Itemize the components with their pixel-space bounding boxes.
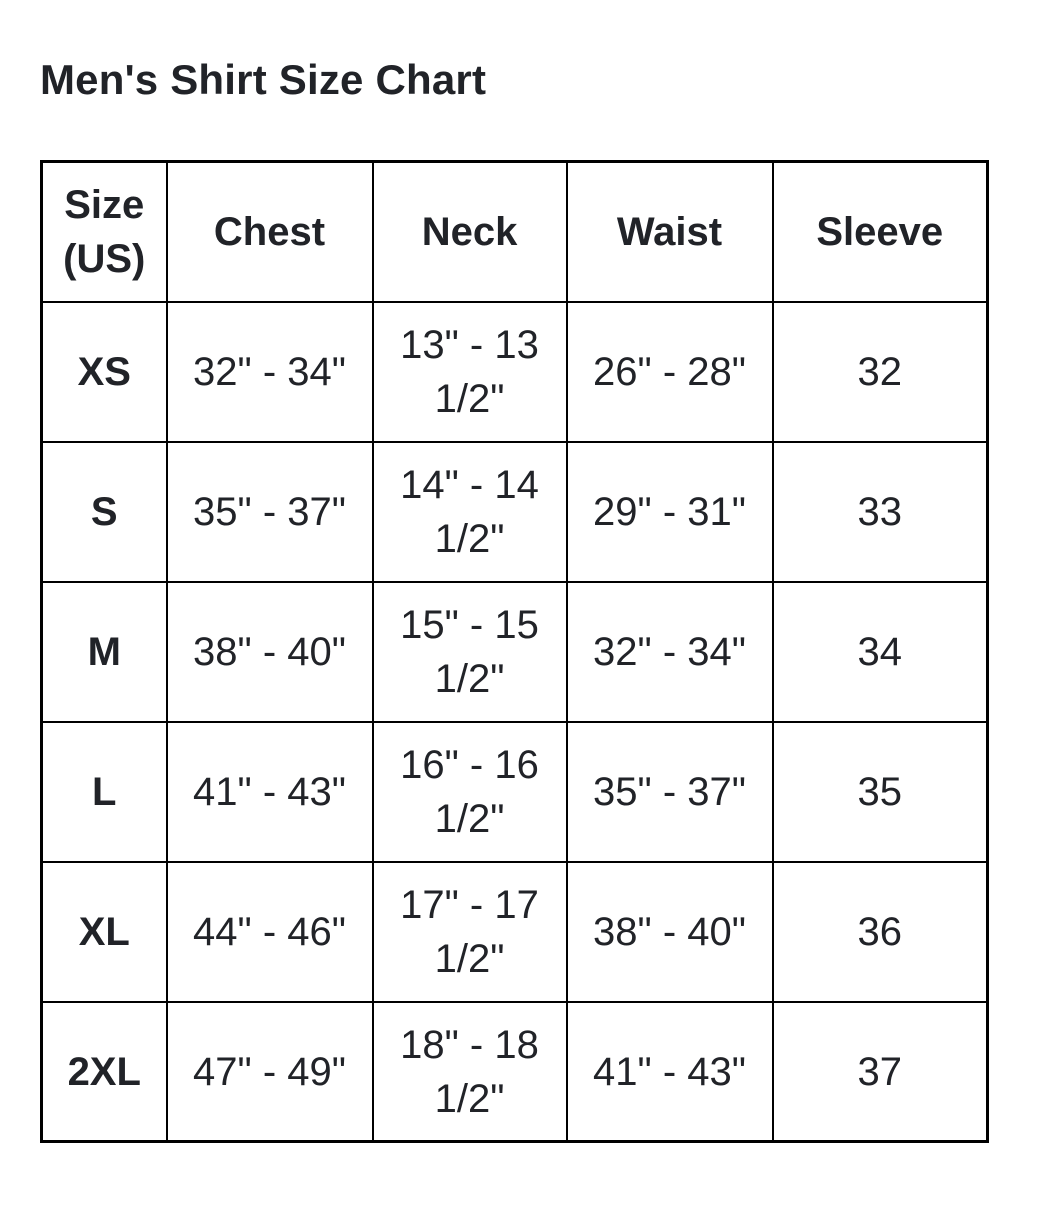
cell-sleeve: 36 <box>773 862 988 1002</box>
cell-chest: 44" - 46" <box>167 862 373 1002</box>
table-row-s <box>42 442 988 582</box>
cell-neck: 16" - 16 1/2" <box>373 722 567 862</box>
column-header-chest: Chest <box>167 162 373 302</box>
cell-neck: 13" - 13 1/2" <box>373 302 567 442</box>
table-row-m <box>42 582 988 722</box>
row-header-size: XS <box>42 302 167 442</box>
cell-waist: 29" - 31" <box>567 442 773 582</box>
table-row-2xl <box>42 1002 988 1142</box>
cell-sleeve: 32 <box>773 302 988 442</box>
cell-chest: 38" - 40" <box>167 582 373 722</box>
cell-neck: 17" - 17 1/2" <box>373 862 567 1002</box>
column-header-sleeve: Sleeve <box>773 162 988 302</box>
row-header-size: L <box>42 722 167 862</box>
cell-neck: 15" - 15 1/2" <box>373 582 567 722</box>
column-header-neck: Neck <box>373 162 567 302</box>
cell-sleeve: 34 <box>773 582 988 722</box>
table-row-l <box>42 722 988 862</box>
cell-waist: 32" - 34" <box>567 582 773 722</box>
cell-waist: 26" - 28" <box>567 302 773 442</box>
table-row-xl <box>42 862 988 1002</box>
cell-chest: 47" - 49" <box>167 1002 373 1142</box>
page-title: Men's Shirt Size Chart <box>40 56 487 103</box>
table-body <box>42 302 988 1142</box>
cell-neck: 14" - 14 1/2" <box>373 442 567 582</box>
header-row <box>42 162 988 302</box>
column-header-size: Size (US) <box>42 162 167 302</box>
cell-waist: 38" - 40" <box>567 862 773 1002</box>
cell-waist: 35" - 37" <box>567 722 773 862</box>
cell-waist: 41" - 43" <box>567 1002 773 1142</box>
table-header <box>42 162 988 302</box>
row-header-size: 2XL <box>42 1002 167 1142</box>
row-header-size: S <box>42 442 167 582</box>
cell-sleeve: 33 <box>773 442 988 582</box>
size-chart-table <box>40 160 989 1143</box>
table-row-xs <box>42 302 988 442</box>
cell-sleeve: 35 <box>773 722 988 862</box>
cell-neck: 18" - 18 1/2" <box>373 1002 567 1142</box>
cell-sleeve: 37 <box>773 1002 988 1142</box>
row-header-size: XL <box>42 862 167 1002</box>
cell-chest: 41" - 43" <box>167 722 373 862</box>
cell-chest: 32" - 34" <box>167 302 373 442</box>
cell-chest: 35" - 37" <box>167 442 373 582</box>
column-header-waist: Waist <box>567 162 773 302</box>
row-header-size: M <box>42 582 167 722</box>
